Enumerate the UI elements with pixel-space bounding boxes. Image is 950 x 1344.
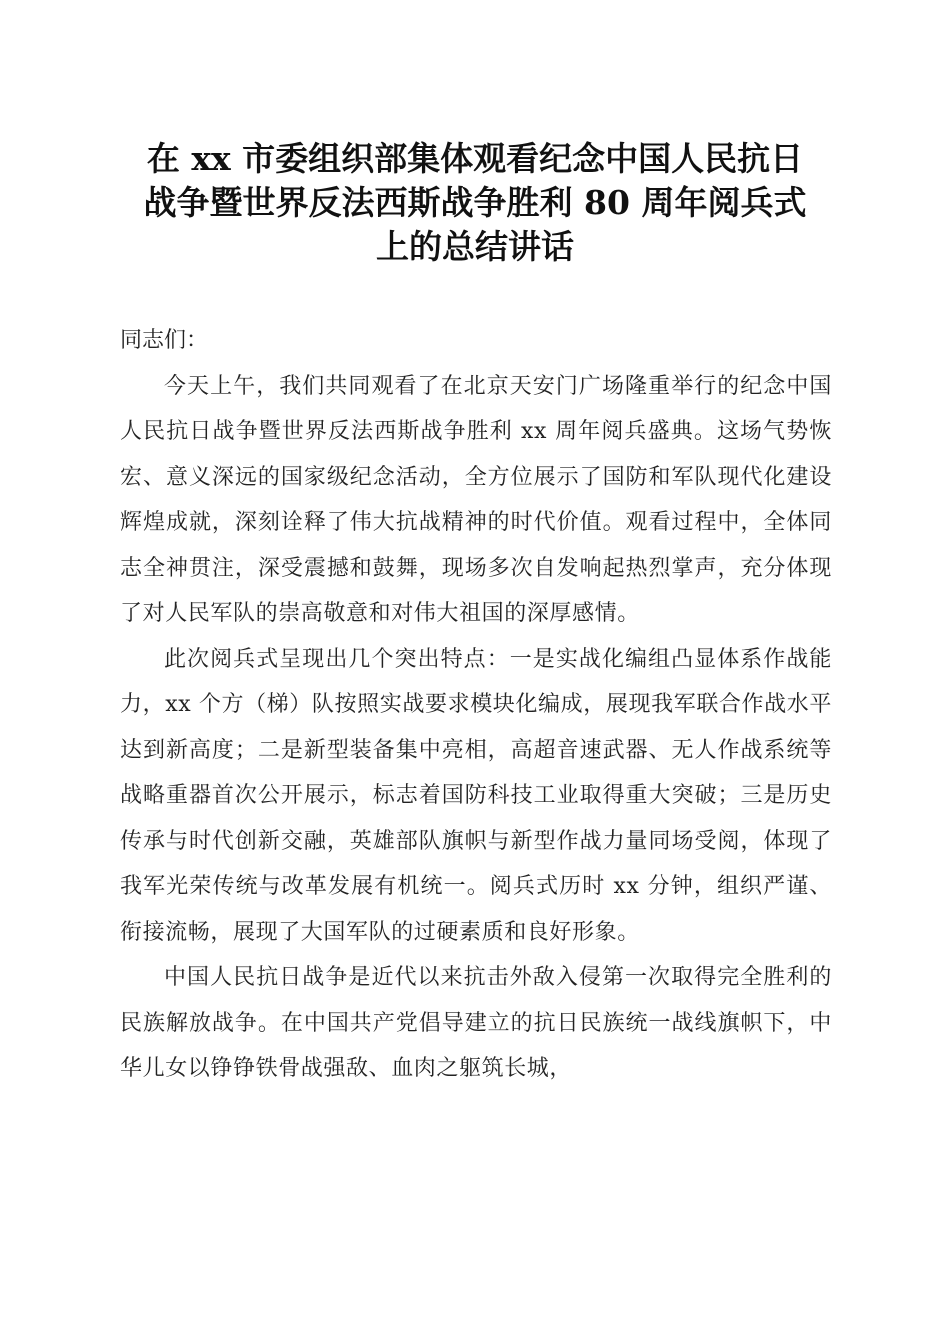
title-line-3: 上的总结讲话	[376, 227, 574, 266]
title-line-1: 在 xx 市委组织部集体观看纪念中国人民抗日	[146, 139, 804, 178]
document-title	[100, 137, 850, 269]
document-body	[120, 318, 832, 1092]
paragraph-3: 中国人民抗日战争是近代以来抗击外敌入侵第一次取得完全胜利的民族解放战争。在中国共产党倡导建立的抗日民族统一战线旗帜下，中华儿女以铮铮铁骨战强敌、血肉之躯筑长城，	[120, 965, 832, 1081]
salutation: 同志们：	[120, 328, 209, 353]
title-line-2: 战争暨世界反法西斯战争胜利 80 周年阅兵式	[143, 183, 807, 222]
paragraph-1: 今天上午，我们共同观看了在北京天安门广场隆重举行的纪念中国人民抗日战争暨世界反法西斯战争胜利 xx 周年阅兵盛典。这场气势恢宏、意义深远的国家级纪念活动，全方位展示了国防和军队现代化建设辉煌成就，深刻诠释了伟大抗战精神的时代价值。观看过程中，全体同志全神贯注，深受震撼和鼓舞，现场多次自发响起热烈掌声，充分体现了对人民军队的崇高敬意和对伟大祖国的深厚感情。	[120, 373, 832, 626]
paragraph-2: 此次阅兵式呈现出几个突出特点：一是实战化编组凸显体系作战能力，xx 个方（梯）队按照实战要求模块化编成，展现我军联合作战水平达到新高度；二是新型装备集中亮相，高超音速武器、无人作战系统等战略重器首次公开展示，标志着国防科技工业取得重大突破；三是历史传承与时代创新交融，英雄部队旗帜与新型作战力量同场受阅，体现了我军光荣传统与改革发展有机统一。阅兵式历时 xx 分钟，组织严谨、衔接流畅，展现了大国军队的过硬素质和良好形象。	[120, 646, 832, 945]
